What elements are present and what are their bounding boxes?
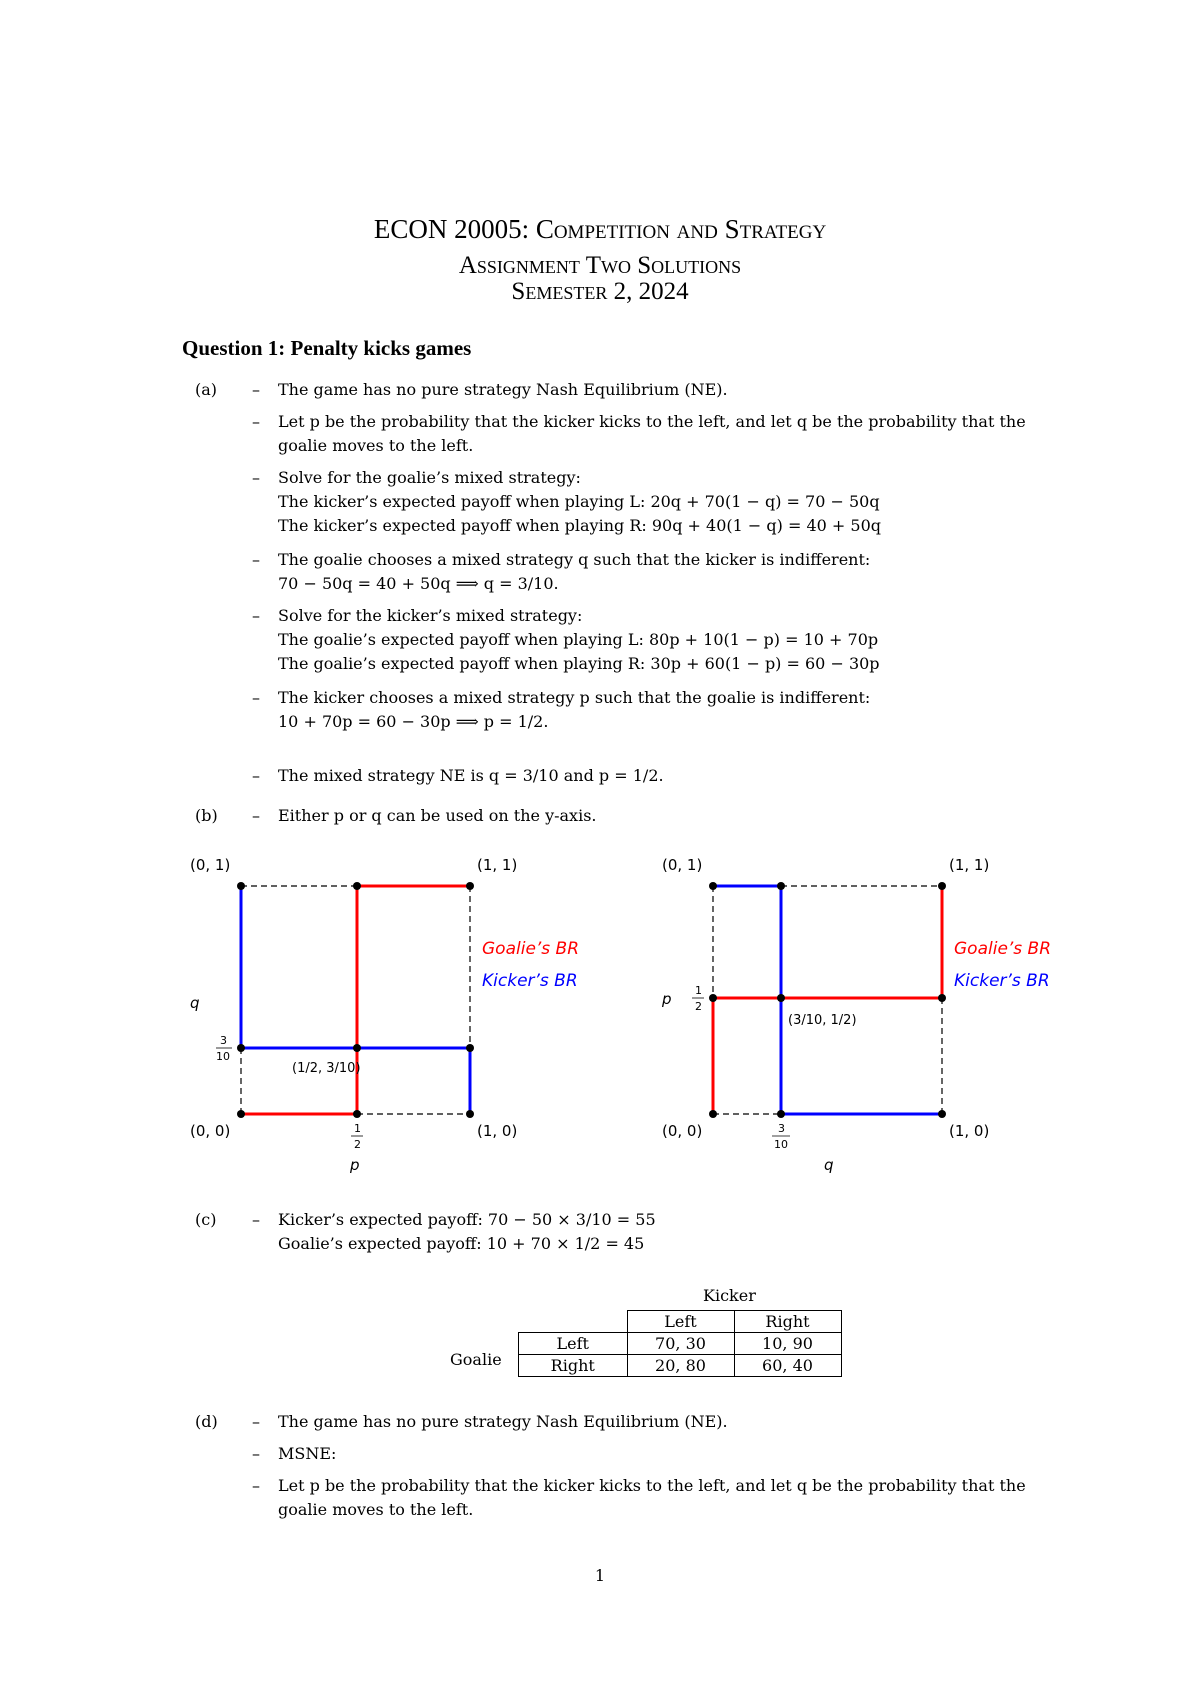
- g2-legend-goalie: Goalie’s BR: [954, 939, 1052, 959]
- g2-legend-kicker: Kicker’s BR: [954, 971, 1050, 991]
- part-c-label: (c): [195, 1210, 217, 1229]
- payoff-matrix: [518, 1310, 842, 1377]
- g2-dot-tl: [709, 882, 717, 890]
- row-header-right: Right: [519, 1355, 628, 1377]
- table-row: [519, 1333, 842, 1355]
- table-col-player: Kicker: [703, 1286, 756, 1305]
- g1-dot-tr: [466, 882, 474, 890]
- g1-dot-bm: [353, 1110, 361, 1118]
- table-row: [519, 1355, 842, 1377]
- g1-legend-kicker: Kicker’s BR: [482, 971, 578, 991]
- g2-corner-tr: (1, 1): [949, 856, 990, 874]
- g2-x-axis-label: q: [824, 1156, 834, 1174]
- cell-right-right: 60, 40: [734, 1355, 841, 1377]
- col-header-right: Right: [734, 1311, 841, 1333]
- part-d-label: (d): [195, 1412, 218, 1431]
- g1-x-axis-label: p: [350, 1156, 360, 1174]
- g1-y-axis-label: q: [190, 994, 200, 1012]
- b-bullet-1: Either p or q can be used on the y-axis.: [278, 806, 597, 825]
- g2-y-tick-num: 1: [695, 984, 702, 997]
- g1-dot-mr: [466, 1044, 474, 1052]
- g1-corner-tr: (1, 1): [477, 856, 518, 874]
- a-bullet-3-line1: The kicker’s expected payoff when playing L: 20q + 70(1 − q) = 70 − 50q: [278, 492, 880, 511]
- g1-dot-ml: [237, 1044, 245, 1052]
- g2-dot-br: [938, 1110, 946, 1118]
- doc-title: ECON 20005: Competition and Strategy: [373, 214, 827, 244]
- a-bullet-6-head: The kicker chooses a mixed strategy p such that the goalie is indifferent:: [278, 688, 871, 707]
- c-goalie-payoff: Goalie’s expected payoff: 10 + 70 × 1/2 = 45: [278, 1234, 645, 1253]
- g2-x-tick-num: 3: [778, 1122, 785, 1135]
- g1-corner-bl: (0, 0): [190, 1122, 231, 1140]
- g1-y-tick-num: 3: [220, 1034, 227, 1047]
- g2-dot-tr: [938, 882, 946, 890]
- page-number: 1: [594, 1566, 606, 1585]
- g1-corner-tl: (0, 1): [190, 856, 231, 874]
- part-b-label: (b): [195, 806, 218, 825]
- g1-eq-label: (1/2, 3/10): [292, 1061, 361, 1076]
- d-bullet-3: Let p be the probability that the kicker kicks to the left, and let q be the probability that the goalie moves to the left.: [278, 1476, 1026, 1519]
- a-bullet-5-line1: The goalie’s expected payoff when playing L: 80p + 10(1 − p) = 10 + 70p: [278, 630, 879, 649]
- g2-y-axis-label: p: [662, 990, 672, 1008]
- g2-dot-mr: [938, 994, 946, 1002]
- a-bullet-4-line1: 70 − 50q = 40 + 50q ⟹ q = 3/10.: [278, 574, 559, 593]
- g2-eq-label: (3/10, 1/2): [788, 1013, 857, 1028]
- g1-x-tick-den: 2: [354, 1138, 361, 1151]
- g2-corner-br: (1, 0): [949, 1122, 990, 1140]
- c-kicker-payoff: Kicker’s expected payoff: 70 − 50 × 3/10 = 55: [278, 1210, 656, 1229]
- cell-right-left: 20, 80: [627, 1355, 734, 1377]
- g2-dot-bl: [709, 1110, 717, 1118]
- a-bullet-4-head: The goalie chooses a mixed strategy q such that the kicker is indifferent:: [278, 550, 871, 569]
- g1-dot-br: [466, 1110, 474, 1118]
- a-bullet-3-head: Solve for the goalie’s mixed strategy:: [278, 468, 581, 487]
- a-bullet-5-head: Solve for the kicker’s mixed strategy:: [278, 606, 583, 625]
- g2-y-tick-den: 2: [695, 1000, 702, 1013]
- g2-corner-bl: (0, 0): [662, 1122, 703, 1140]
- a-bullet-5-line2: The goalie’s expected payoff when playing R: 30p + 60(1 − p) = 60 − 30p: [278, 654, 880, 673]
- g1-corner-br: (1, 0): [477, 1122, 518, 1140]
- doc-semester: Semester 2, 2024: [511, 278, 689, 305]
- a-bullet-6-line1: 10 + 70p = 60 − 30p ⟹ p = 1/2.: [278, 712, 549, 731]
- cell-left-right: 10, 90: [734, 1333, 841, 1355]
- g2-dot-eq: [777, 994, 785, 1002]
- g1-y-tick-den: 10: [216, 1050, 230, 1063]
- doc-subtitle: Assignment Two Solutions: [458, 252, 742, 279]
- g1-dot-tm: [353, 882, 361, 890]
- g2-dot-bm: [777, 1110, 785, 1118]
- best-response-graph-1: [180, 850, 620, 1190]
- d-bullet-2: MSNE:: [278, 1444, 337, 1463]
- g2-x-tick-den: 10: [774, 1138, 788, 1151]
- row-header-left: Left: [519, 1333, 628, 1355]
- d-bullet-1: The game has no pure strategy Nash Equilibrium (NE).: [278, 1412, 728, 1431]
- question-heading: Question 1: Penalty kicks games: [182, 336, 472, 360]
- a-bullet-3-line2: The kicker’s expected payoff when playing R: 90q + 40(1 − q) = 40 + 50q: [278, 516, 882, 535]
- g2-dot-tm: [777, 882, 785, 890]
- g2-dot-ml: [709, 994, 717, 1002]
- g1-dot-tl: [237, 882, 245, 890]
- cell-left-left: 70, 30: [627, 1333, 734, 1355]
- table-row-player: Goalie: [450, 1350, 502, 1369]
- g1-x-tick-num: 1: [354, 1122, 361, 1135]
- col-header-left: Left: [627, 1311, 734, 1333]
- g1-dot-eq: [353, 1044, 361, 1052]
- best-response-graph-2: [652, 850, 1092, 1190]
- g2-corner-tl: (0, 1): [662, 856, 703, 874]
- a-bullet-2: Let p be the probability that the kicker kicks to the left, and let q be the probability that the goalie moves to the left.: [278, 412, 1026, 455]
- a-bullet-1: The game has no pure strategy Nash Equilibrium (NE).: [278, 380, 728, 399]
- g1-legend-goalie: Goalie’s BR: [482, 939, 580, 959]
- a-bullet-7: The mixed strategy NE is q = 3/10 and p = 1/2.: [278, 766, 664, 785]
- g1-dot-bl: [237, 1110, 245, 1118]
- part-a-label: (a): [195, 380, 218, 399]
